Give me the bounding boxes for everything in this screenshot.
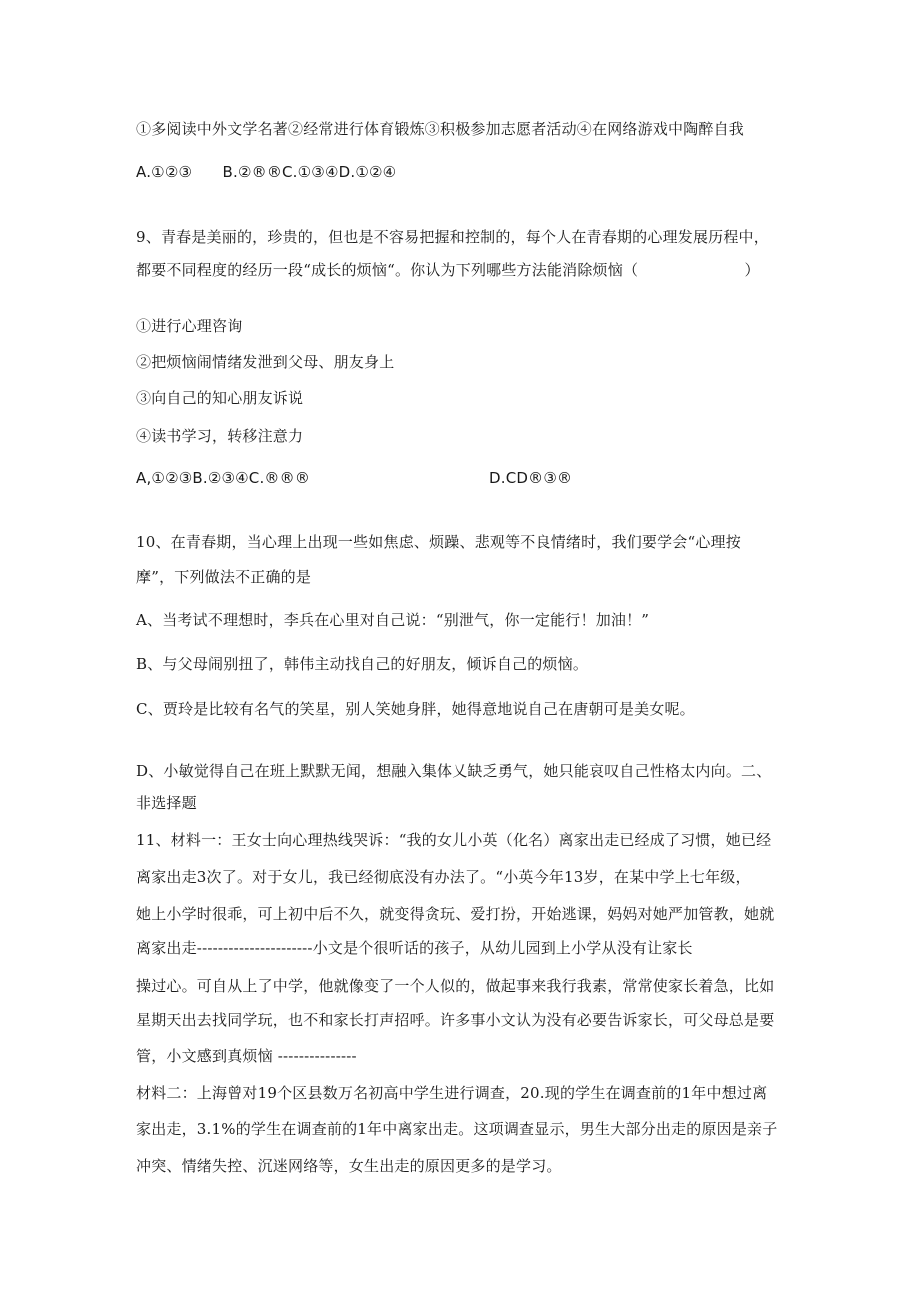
q10-stem-line-1: 10、在青春期，当心理上出现一些如焦虑、烦躁、悲观等不良情绪时，我们要学会“心理按 [136,533,741,551]
q11-material1-line-3: 她上小学时很乖，可上初中后不久，就变得贪玩、爱打扮，开始逃课，妈妈对她严加管教，她就 [136,905,775,923]
q11-material1-line-2: 离家出走3次了。对于女儿，我已经彻底没有办法了。“小英今年13岁，在某中学上七年级， [136,868,751,886]
q9-stem-line-2: 都要不同程度的经历一段“成长的烦恼“。你认为下列哪些方法能消除烦恼（ ） [136,261,760,279]
q10-option-a: A、当考试不理想时，李兵在心里对自己说：“别泄气，你一定能行！加油！” [136,611,650,629]
q9-answer-choices-abc: A,①②③B.②③④C.®®® [136,469,311,487]
q9-answer-choice-d: D.CD®③® [489,469,573,487]
q9-option-4: ④读书学习，转移注意力 [136,427,304,445]
q8-options-statements: ①多阅读中外文学名著②经常进行体育锻炼③积极参加志愿者活动④在网络游戏中陶醉自我 [136,120,745,138]
q9-option-2: ②把烦恼闹情绪发泄到父母、朋友身上 [136,353,395,371]
q10-option-b: B、与父母闹别扭了，韩伟主动找自己的好朋友，倾诉自己的烦恼。 [136,655,589,673]
q8-answer-choices: A.①②③ B.②®®C.①③④D.①②④ [136,163,397,181]
q11-material2-line-1: 材料二：上海曾对19个区县数万名初高中学生进行调查，20.现的学生在调查前的1年中想过离 [136,1084,768,1102]
q10-option-d: D、小敏觉得自己在班上默默无闻，想融入集体乂缺乏勇气，她只能哀叹自己性格太内向。二、 [136,762,772,780]
q11-material1-line-1: 11、材料一：王女士向心理热线哭诉：“我的女儿小英（化名）离家出走已经成了习惯，她已经 [136,831,772,849]
q9-stem-line-1: 9、青春是美丽的，珍贵的，但也是不容易把握和控制的，每个人在青春期的心理发展历程中， [136,228,769,246]
q9-option-1: ①进行心理咨询 [136,317,243,335]
q11-material1-line-5: 操过心。可自从上了中学，他就像变了一个人似的，做起事来我行我素，常常使家长着急，比如 [136,977,775,995]
q11-material2-line-2: 家出走，3.1%的学生在调查前的1年中离家出走。这项调查显示，男生大部分出走的原因是亲子 [136,1120,778,1138]
q9-option-3: ③向自己的知心朋友诉说 [136,389,304,407]
section-heading-non-choice: 非选择题 [136,794,197,812]
q11-material2-line-3: 冲突、情绪失控、沉迷网络等，女生出走的原因更多的是学习。 [136,1157,562,1175]
q10-stem-line-2: 摩”，下列做法不正确的是 [136,568,312,586]
q11-material1-line-6: 星期天出去找同学玩，也不和家长打声招呼。许多事小文认为没有必要告诉家长，可父母总是要 [136,1011,775,1029]
q11-material1-line-4: 离家出走----------------------小文是个很听话的孩子，从幼儿园到上小学从没有让家长 [136,939,693,957]
q10-option-c: C、贾玲是比较有名气的笑星，别人笑她身胖，她得意地说自己在唐朝可是美女呢。 [136,700,695,718]
q11-material1-line-7: 管，小文感到真烦恼 --------------- [136,1047,357,1065]
